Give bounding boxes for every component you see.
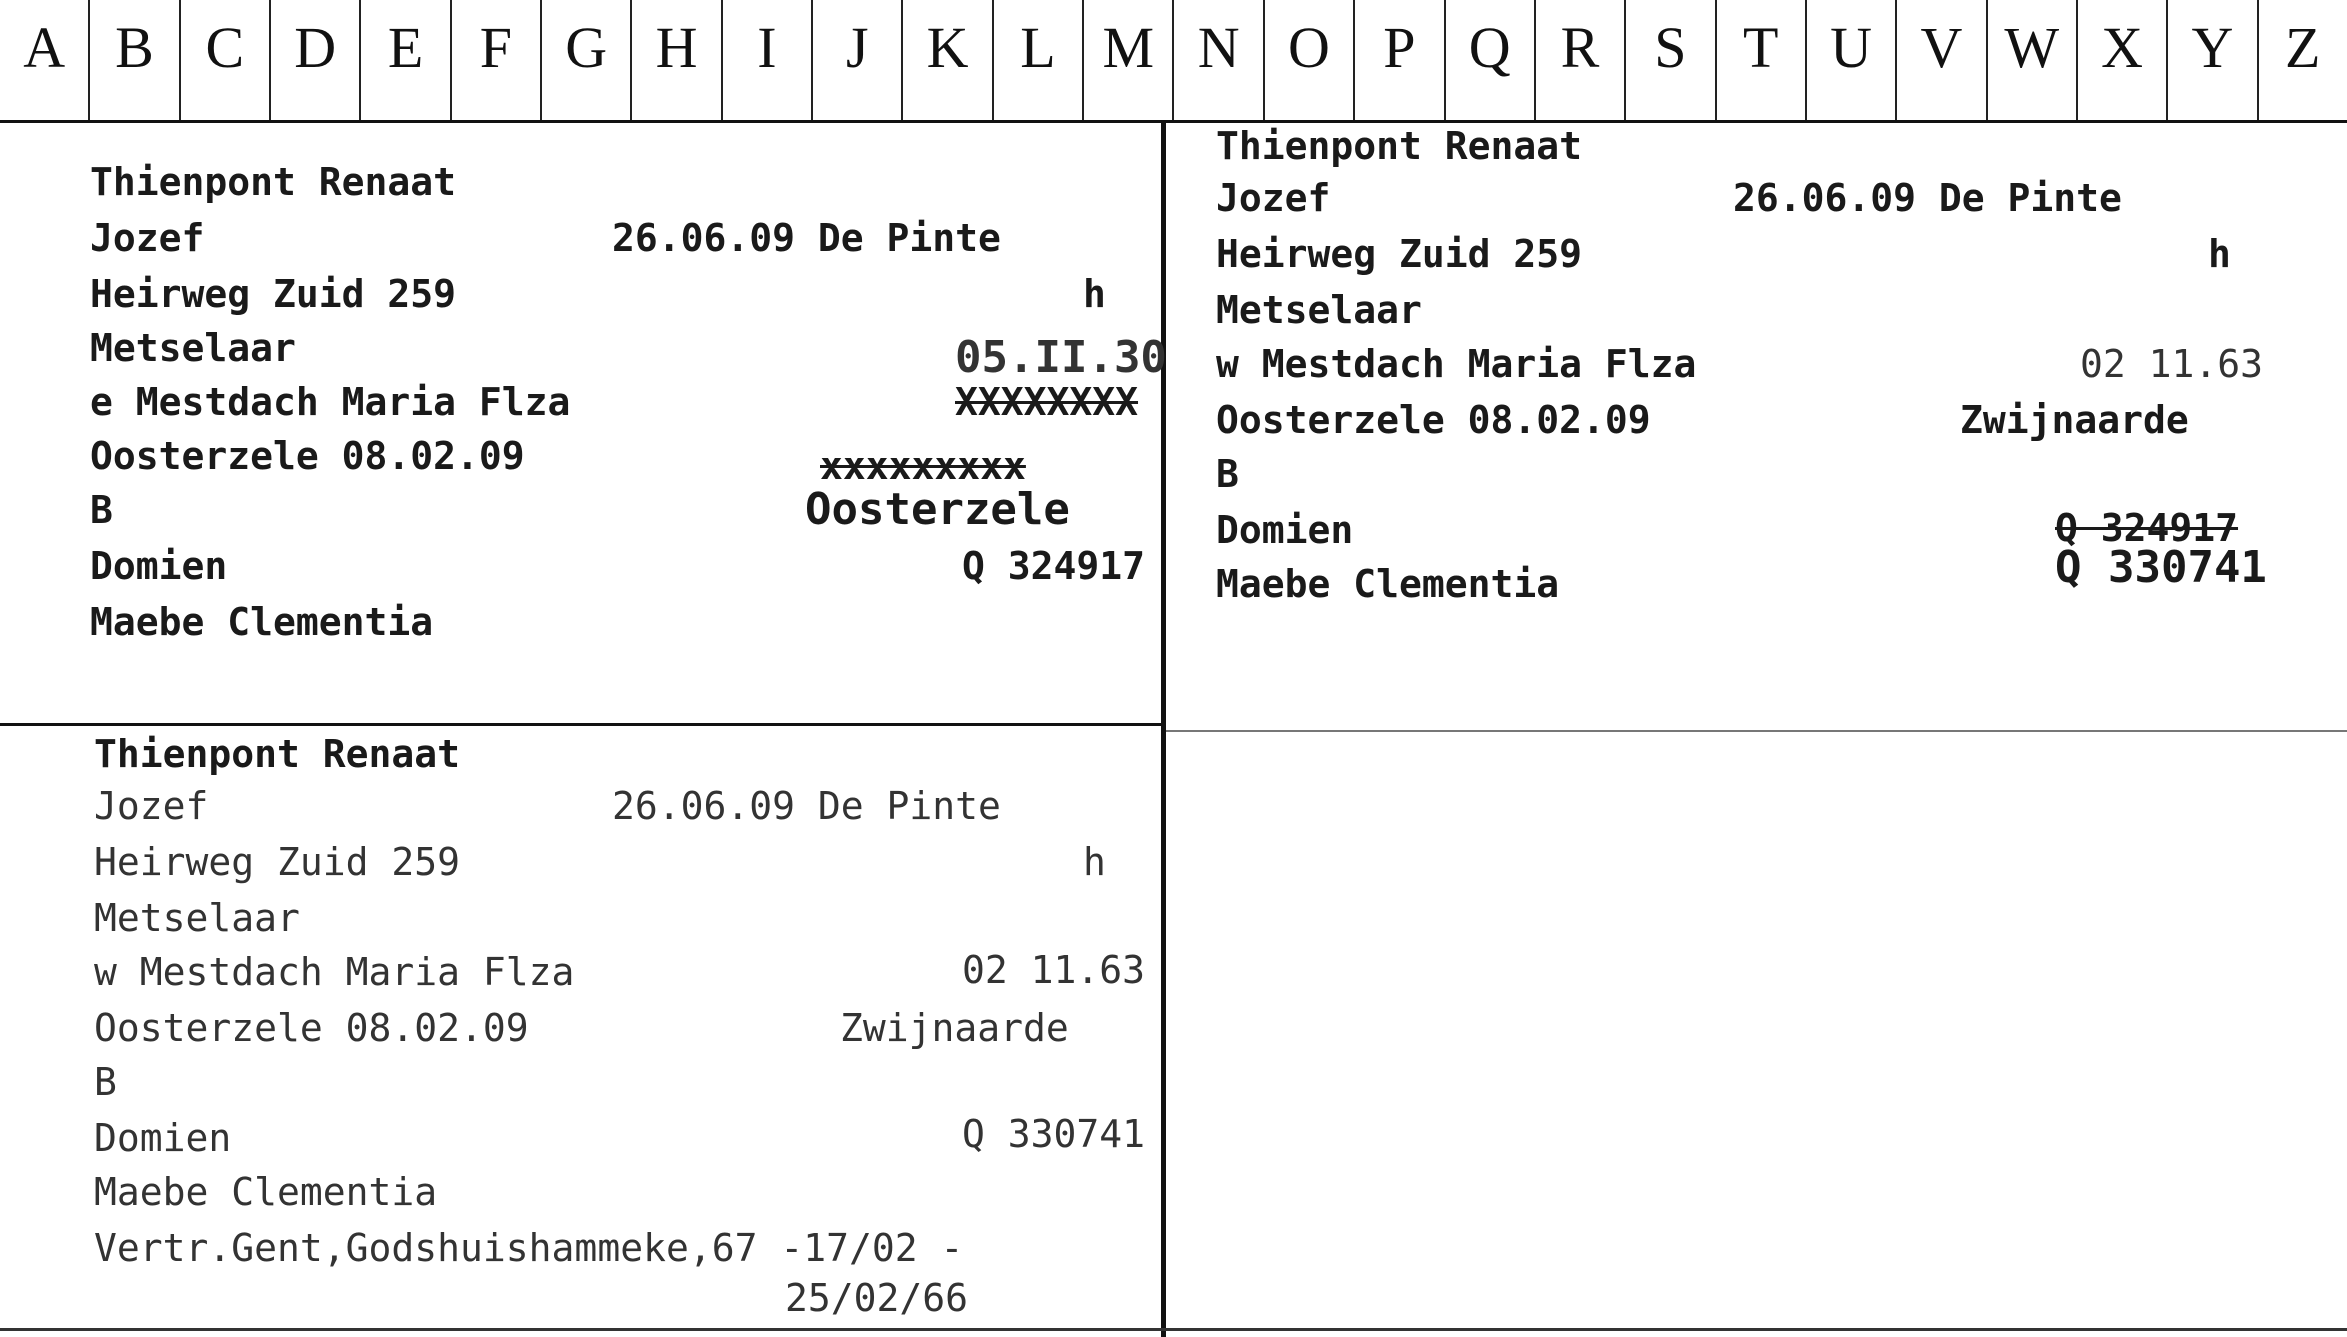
card1-status: h [1083, 272, 1106, 316]
card3-name: Thienpont Renaat [94, 732, 461, 776]
index-letter-r: R [1536, 0, 1626, 120]
index-letter-a: A [0, 0, 90, 120]
index-letter-o: O [1265, 0, 1355, 120]
index-letter-y: Y [2168, 0, 2258, 120]
index-letter-t: T [1717, 0, 1807, 120]
index-letter-x: X [2078, 0, 2168, 120]
card3-code: B [94, 1060, 117, 1104]
card1-place: Oosterzele [805, 484, 1070, 535]
index-letter-u: U [1807, 0, 1897, 120]
card1-father: Domien [90, 544, 228, 588]
card2-father: Domien [1216, 508, 1354, 552]
card2-date: 02 11.63 [2080, 342, 2264, 386]
index-letter-h: H [632, 0, 722, 120]
card1-register-number: Q 324917 [962, 544, 1146, 588]
bottom-border [0, 1328, 2347, 1331]
card3-birth: 26.06.09 De Pinte [612, 784, 1001, 828]
index-letter-n: N [1174, 0, 1264, 120]
card-horizontal-divider-right [1166, 730, 2347, 732]
card1-code: B [90, 488, 113, 532]
card1-date: 05.II.30 [955, 332, 1167, 383]
alphabet-index-header [0, 0, 2347, 123]
card2-name: Thienpont Renaat [1216, 124, 1583, 168]
card3-date: 02 11.63 [962, 948, 1146, 992]
card3-departure-date: 25/02/66 [785, 1276, 969, 1320]
card3-register-number: Q 330741 [962, 1112, 1146, 1156]
card2-place: Zwijnaarde [1960, 398, 2189, 442]
card1-struck-out-1: XXXXXXXX [955, 380, 1139, 424]
card3-profession: Metselaar [94, 896, 300, 940]
index-letter-v: V [1897, 0, 1987, 120]
card1-name: Thienpont Renaat [90, 160, 457, 204]
card1-birth: 26.06.09 De Pinte [612, 216, 1001, 260]
index-letter-d: D [271, 0, 361, 120]
index-letter-c: C [181, 0, 271, 120]
card2-mother: Maebe Clementia [1216, 562, 1560, 606]
card1-mother: Maebe Clementia [90, 600, 434, 644]
card1-profession: Metselaar [90, 326, 296, 370]
card2-old-register-number: Q 324917 [2055, 506, 2239, 550]
index-letter-z: Z [2285, 15, 2321, 80]
card3-address: Heirweg Zuid 259 [94, 840, 461, 884]
index-letter-s: S [1626, 0, 1716, 120]
card2-register-number: Q 330741 [2055, 542, 2267, 593]
card3-father: Domien [94, 1116, 232, 1160]
index-letter-b: B [90, 0, 180, 120]
index-letter-j: J [813, 0, 903, 120]
card3-spouse: w Mestdach Maria Flza [94, 950, 575, 994]
card3-place: Zwijnaarde [840, 1006, 1069, 1050]
card3-departure-note: Vertr.Gent,Godshuishammeke,67 -17/02 - [94, 1226, 964, 1270]
card1-spouse: e Mestdach Maria Flza [90, 380, 571, 424]
card2-given-name: Jozef [1216, 176, 1331, 220]
index-letter-g: G [542, 0, 632, 120]
card3-status: h [1083, 840, 1106, 884]
index-letter-i: I [723, 0, 813, 120]
card2-profession: Metselaar [1216, 288, 1422, 332]
card3-given-name: Jozef [94, 784, 209, 828]
card1-spouse-birth: Oosterzele 08.02.09 [90, 434, 525, 478]
card3-spouse-birth: Oosterzele 08.02.09 [94, 1006, 529, 1050]
card2-code: B [1216, 452, 1239, 496]
index-letter-e: E [361, 0, 451, 120]
card1-struck-out-2: xxxxxxxxx [820, 444, 1026, 488]
index-letter-p: P [1355, 0, 1445, 120]
index-letter-m: M [1084, 0, 1174, 120]
card2-spouse-birth: Oosterzele 08.02.09 [1216, 398, 1651, 442]
card3-mother: Maebe Clementia [94, 1170, 438, 1214]
card2-spouse: w Mestdach Maria Flza [1216, 342, 1697, 386]
card2-status: h [2208, 232, 2231, 276]
card-vertical-divider [1161, 120, 1166, 1337]
card-horizontal-divider-left [0, 723, 1161, 726]
index-letter-l: L [994, 0, 1084, 120]
index-letter-q: Q [1446, 0, 1536, 120]
card2-address: Heirweg Zuid 259 [1216, 232, 1583, 276]
card1-address: Heirweg Zuid 259 [90, 272, 457, 316]
index-letter-f: F [452, 0, 542, 120]
card1-given-name: Jozef [90, 216, 205, 260]
index-letter-w: W [1988, 0, 2078, 120]
card2-birth: 26.06.09 De Pinte [1733, 176, 2122, 220]
index-letter-k: K [903, 0, 993, 120]
